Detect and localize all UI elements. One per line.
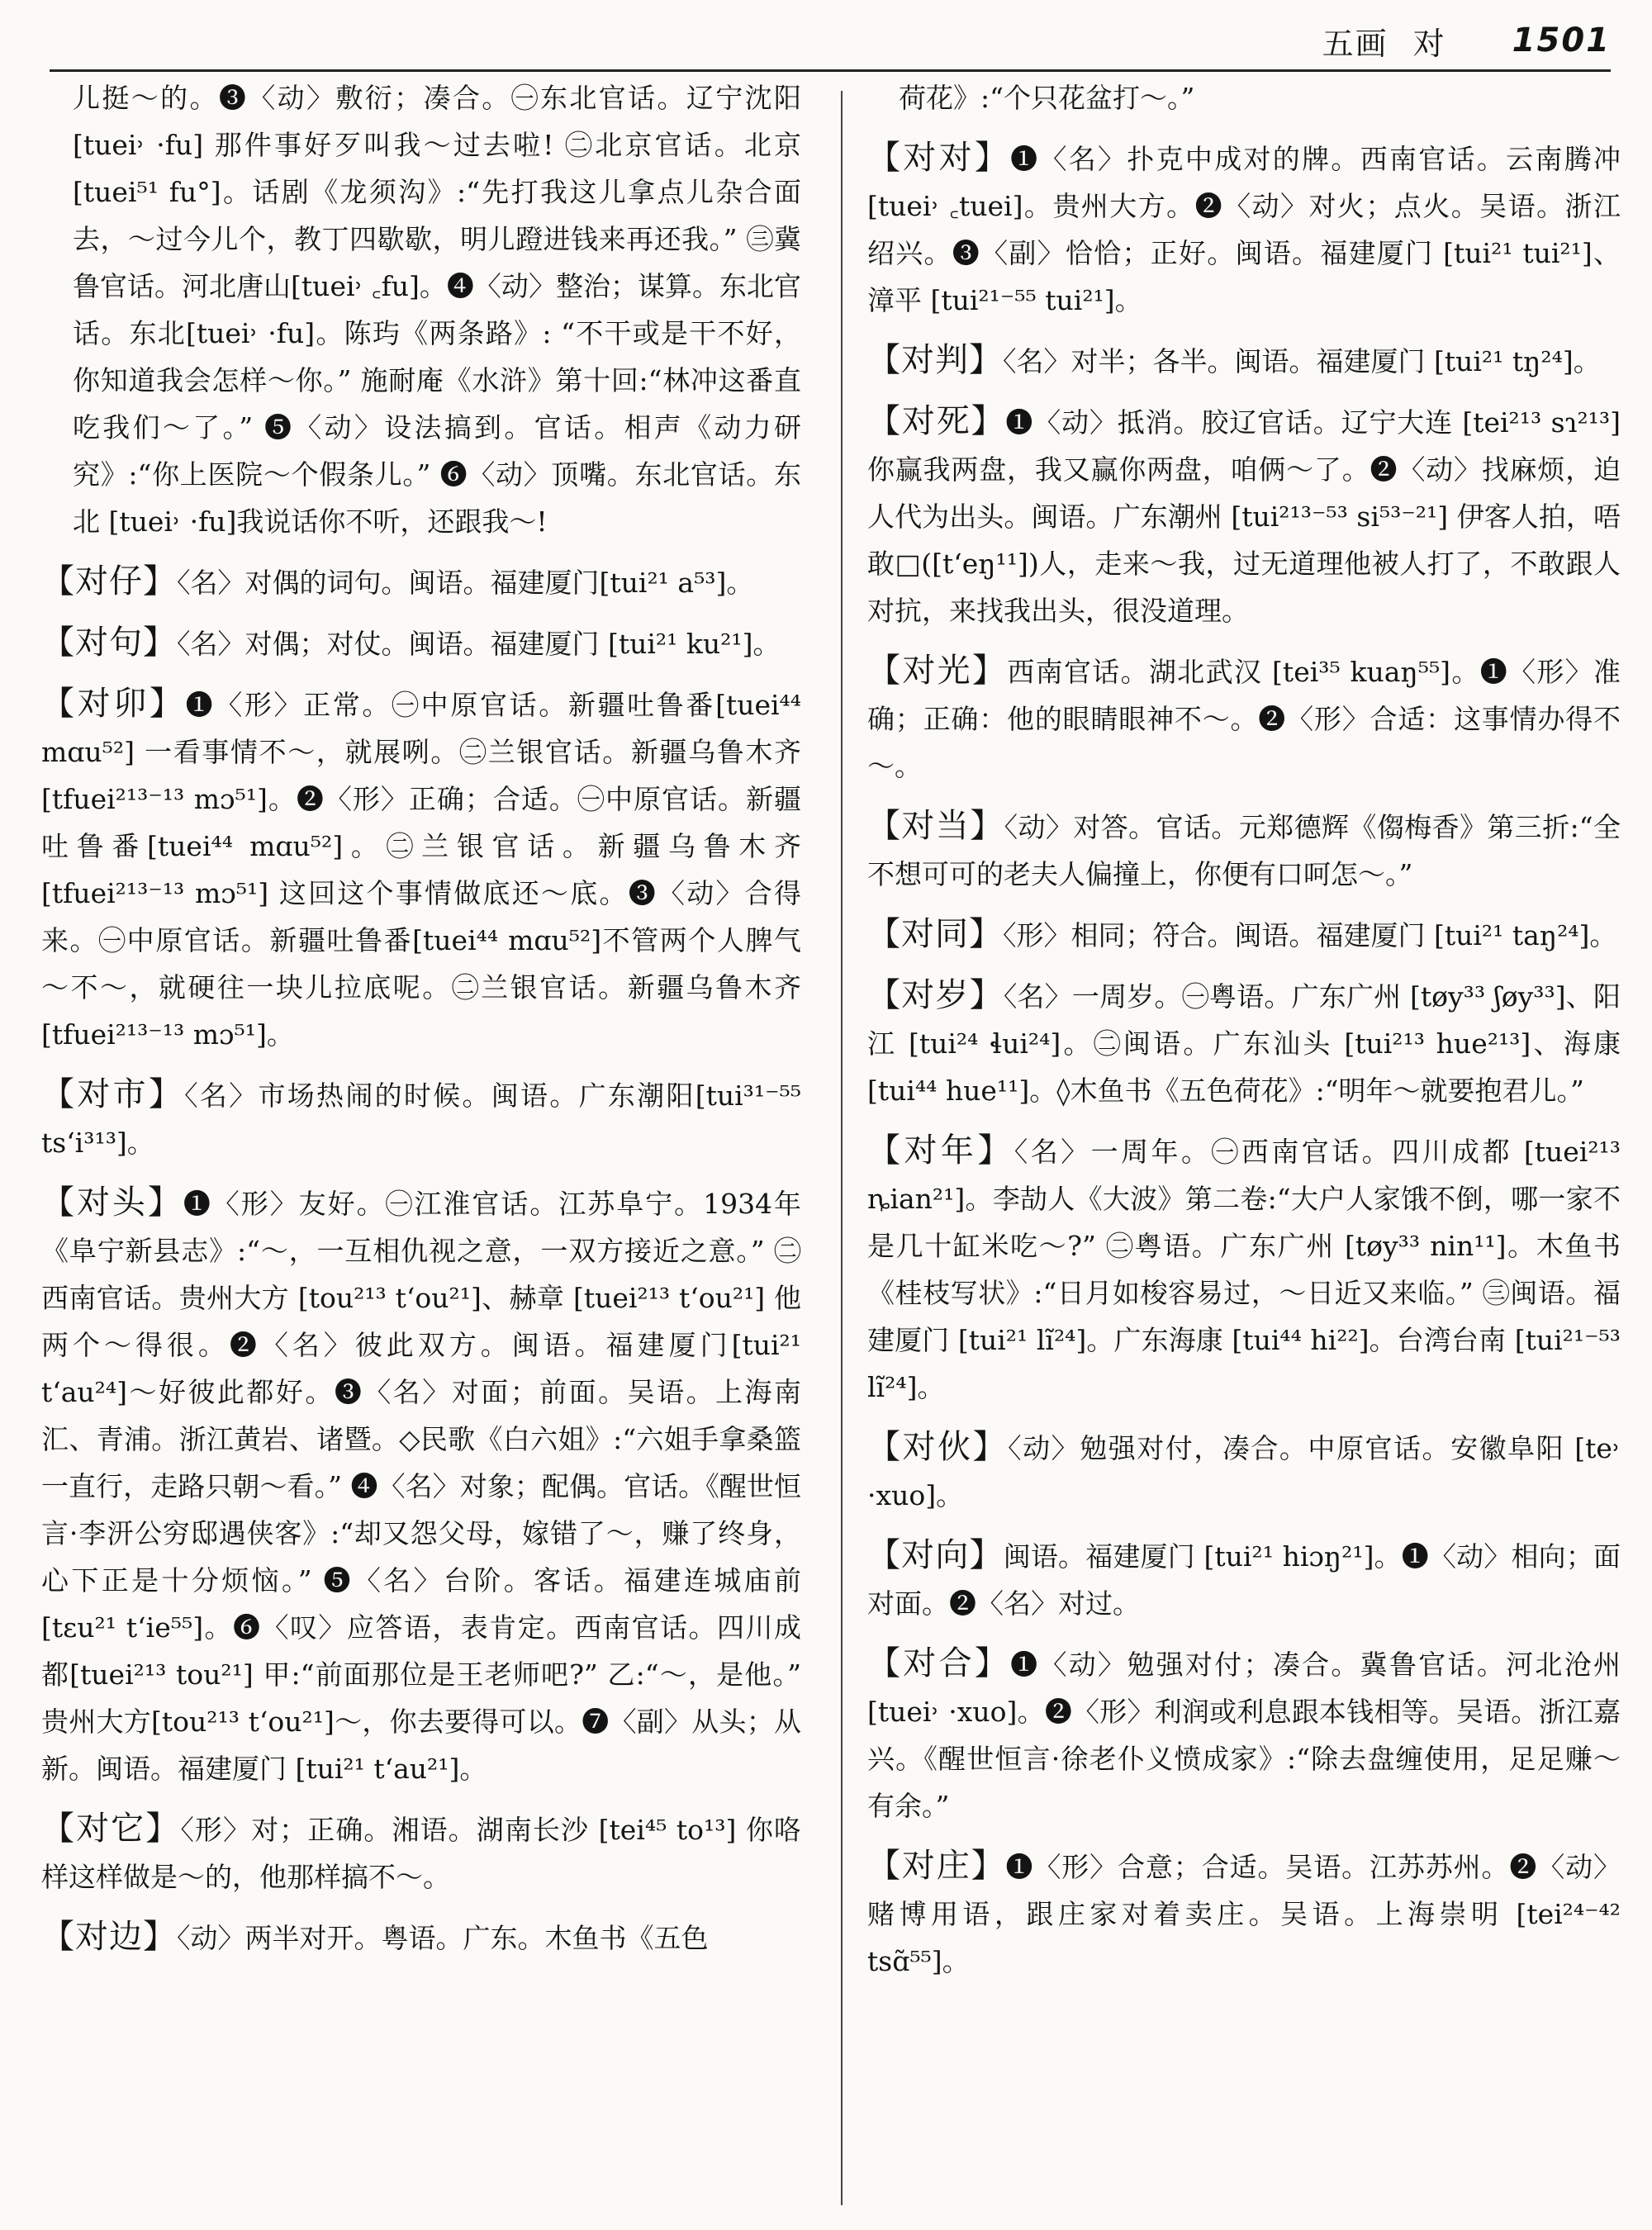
headword: 【对当】	[867, 807, 1004, 845]
entry-dui-sui	[867, 972, 1621, 1114]
headword: 【对向】	[867, 1536, 1004, 1574]
entry-text: 儿挺～的。❸〈动〉敷衍；凑合。㊀东北官话。辽宁沈阳[tuei˒ ·fu] 那件事好歹叫我～过去啦! ㊁北京官话。北京 [tuei⁵¹ fu°]。话剧《龙须沟》:“先打我这儿拿点儿杂合面去，～过今儿个，教丁四歇歇，明儿蹬进钱来再还我。” ㊂冀鲁官话。河北唐山[tuei˒ ꜀fu]。❹〈动〉整治；谋算。东北官话。东北[tuei˒ ·fu]。陈玙《两条路》: “不干或是干不好，你知道我会怎样～你。” 施耐庵《水浒》第十回:“林冲这番直吃我们～了。” ❺〈动〉设法搞到。官话。相声《动力研究》:“你上医院～个假条儿。” ❻〈动〉顶嘴。东北官话。东北 [tuei˒ ·fu]我说话你不听，还跟我～!	[73, 82, 801, 538]
entry-dui-bian	[41, 1914, 801, 1962]
entry-text: 〈名〉一周年。㊀西南官话。四川成都 [tuei²¹³ ȵian²¹]。李劼人《大波》第二卷:“大户人家饿不倒，哪一家不是几十缸米吃～?” ㊁粤语。广东广州 [tøy³³ nin¹¹]。木鱼书《桂枝写状》:“日月如梭容易过，～日近又来临。” ㊂闽语。福建厦门 [tui²¹ lĩ²⁴]。广东海康 [tui⁴⁴ hi²²]。台湾台南 [tui²¹⁻⁵³ lĩ²⁴]。	[867, 1136, 1621, 1403]
entry-dui-he	[867, 1640, 1621, 1829]
headword: 【对仔】	[41, 562, 177, 600]
entry-text: ❶〈动〉勉强对付；凑合。冀鲁官话。河北沧州[tuei˒ ·xuo]。❷〈形〉利润或利息跟本钱相等。吴语。浙江嘉兴。《醒世恒言·徐老仆义愤成家》:“除去盘缠使用，足足赚～有余。”	[867, 1649, 1621, 1822]
header-character: 对	[1412, 25, 1446, 62]
entry-text: 荷花》:“个只花盆打～。”	[899, 82, 1195, 114]
entry-text: 〈动〉勉强对付，凑合。中原官话。安徽阜阳 [te˒ ·xuo]。	[867, 1432, 1621, 1511]
entry-dui-mao	[41, 681, 801, 1058]
entry-text: ❶〈形〉友好。㊀江淮官话。江苏阜宁。1934年《阜宁新县志》:“～，一互相仇视之意，一双方接近之意。” ㊁西南官话。贵州大方 [tou²¹³ t‘ou²¹]、赫章 [tuei²¹³ t‘ou²¹] 他两个～得很。❷〈名〉彼此双方。闽语。福建厦门[tui²¹ t‘au²⁴]～好彼此都好。❸〈名〉对面；前面。吴语。上海南汇、青浦。浙江黄岩、诸暨。◇民歌《白六姐》:“六姐手拿桑篮一直行，走路只朝～看。” ❹〈名〉对象；配偶。官话。《醒世恒言·李汧公穷邸遇侠客》:“却又怨父母，嫁错了～，赚了终身，心下正是十分烦恼。” ❺〈名〉台阶。客话。福建连城庙前[tɛu²¹ t‘ie⁵⁵]。❻〈叹〉应答语，表肯定。西南官话。四川成都[tuei²¹³ tou²¹] 甲:“前面那位是王老师吧?” 乙:“～，是他。” 贵州大方[tou²¹³ t‘ou²¹]～，你去要得可以。❼〈副〉从头；从新。闽语。福建厦门 [tui²¹ t‘au²¹]。	[41, 1188, 802, 1785]
entry-text: 〈名〉对偶的词句。闽语。福建厦门[tui²¹ a⁵³]。	[177, 567, 754, 599]
headword: 【对头】	[41, 1184, 183, 1222]
entry-continuation	[41, 74, 801, 545]
headword: 【对伙】	[867, 1428, 1009, 1466]
entry-dui-tong	[867, 911, 1621, 959]
entry-text: 〈形〉对；正确。湘语。湖南长沙 [tei⁴⁵ to¹³] 你咯样这样做是～的，他那样搞不～。	[41, 1814, 802, 1893]
headword: 【对对】	[867, 139, 1011, 177]
entry-dui-nian	[867, 1127, 1621, 1411]
entry-dui-zhuang	[867, 1843, 1621, 1985]
headword: 【对死】	[867, 402, 1006, 440]
headword: 【对它】	[41, 1810, 181, 1848]
left-column	[41, 74, 801, 1975]
entry-text: 闽语。福建厦门 [tui²¹ hiɔŋ²¹]。❶〈动〉相向；面对面。❷〈名〉对过。	[867, 1540, 1621, 1620]
entry-text: 〈名〉对半；各半。闽语。福建厦门 [tui²¹ tŋ²⁴]。	[1003, 345, 1601, 377]
header-rule	[50, 69, 1611, 72]
headword: 【对庄】	[867, 1847, 1006, 1885]
entry-dui-ju	[41, 619, 801, 667]
headword: 【对边】	[41, 1918, 177, 1956]
entry-dui-zai	[41, 558, 801, 606]
headword: 【对合】	[867, 1644, 1011, 1682]
entry-text: 西南官话。湖北武汉 [tei³⁵ kuaŋ⁵⁵]。❶〈形〉准确；正确：他的眼睛眼神不～。❷〈形〉合适：这事情办得不～。	[867, 656, 1621, 782]
entry-dui-pan	[867, 337, 1621, 385]
entry-dui-huo	[867, 1424, 1621, 1519]
entry-dui-xiang	[867, 1532, 1621, 1627]
entry-dui-ta	[41, 1805, 801, 1900]
section-label: 五画	[1322, 25, 1389, 62]
entry-text: ❶〈名〉扑克中成对的牌。西南官话。云南腾冲 [tuei˒ ꜀tuei]。贵州大方。❷〈动〉对火；点火。吴语。浙江绍兴。❸〈副〉恰恰；正好。闽语。福建厦门 [tui²¹ tui²¹]、漳平 [tui²¹⁻⁵⁵ tui²¹]。	[867, 143, 1621, 316]
entry-dui-guang	[867, 648, 1621, 790]
headword: 【对同】	[867, 915, 1003, 953]
page-number: 1501	[1512, 21, 1611, 59]
headword: 【对年】	[867, 1132, 1014, 1170]
entry-text: 〈名〉对偶；对仗。闽语。福建厦门 [tui²¹ ku²¹]。	[177, 628, 781, 660]
entry-dui-si	[867, 398, 1621, 634]
entry-text: ❶〈动〉抵消。胶辽官话。辽宁大连 [tei²¹³ sɿ²¹³] 你赢我两盘，我又赢你两盘，咱俩～了。❷〈动〉找麻烦，迫人代为出头。闽语。广东潮州 [tui²¹³⁻⁵³ si⁵³⁻²¹] 伊客人拍，唔敢□([t‘eŋ¹¹])人，走来～我，过无道理他被人打了，不敢跟人对抗，来找我出头，很没道理。	[867, 406, 1621, 627]
entry-text: 〈形〉相同；符合。闽语。福建厦门 [tui²¹ taŋ²⁴]。	[1003, 919, 1617, 951]
headword: 【对判】	[867, 341, 1003, 379]
headword: 【对光】	[867, 652, 1008, 690]
headword: 【对卯】	[41, 685, 186, 723]
entry-continuation	[867, 74, 1621, 121]
column-divider	[841, 91, 843, 2205]
headword: 【对市】	[41, 1075, 185, 1113]
entry-text: ❶〈形〉正常。㊀中原官话。新疆吐鲁番[tuei⁴⁴ mɑu⁵²] 一看事情不～，就展咧。㊁兰银官话。新疆乌鲁木齐 [tfuei²¹³⁻¹³ mɔ⁵¹]。❷〈形〉正确；合适。㊀中原官话。新疆吐鲁番[tuei⁴⁴ mɑu⁵²]。㊁兰银官话。新疆乌鲁木齐 [tfuei²¹³⁻¹³ mɔ⁵¹] 这回这个事情做底还～底。❸〈动〉合得来。㊀中原官话。新疆吐鲁番[tuei⁴⁴ mɑu⁵²]不管两个人脾气～不～，就硬往一块儿拉底呢。㊁兰银官话。新疆乌鲁木齐 [tfuei²¹³⁻¹³ mɔ⁵¹]。	[41, 689, 801, 1051]
headword: 【对句】	[41, 624, 177, 662]
entry-dui-dui	[867, 135, 1621, 324]
right-column	[867, 74, 1621, 1998]
entry-dui-tou	[41, 1179, 801, 1792]
entry-text: 〈动〉对答。官话。元郑德辉《㑳梅香》第三折:“全不想可可的老夫人偏撞上，你便有口呵怎～。”	[867, 811, 1621, 890]
entry-text: 〈名〉市场热闹的时候。闽语。广东潮阳[tui³¹⁻⁵⁵ ts‘i³¹³]。	[41, 1079, 802, 1159]
entry-text: 〈动〉两半对开。粤语。广东。木鱼书《五色	[177, 1922, 709, 1954]
entry-text: 〈名〉一周岁。㊀粤语。广东广州 [tøy³³ ʃøy³³]、阳江 [tui²⁴ ɬui²⁴]。㊁闽语。广东汕头 [tui²¹³ hue²¹³]、海康 [tui⁴⁴ hue¹¹]。◊木鱼书《五色荷花》:“明年～就要抱君儿。”	[867, 980, 1621, 1107]
entry-dui-shi	[41, 1071, 801, 1166]
page-header	[50, 15, 1611, 66]
entry-dui-dang	[867, 803, 1621, 898]
entry-text: ❶〈形〉合意；合适。吴语。江苏苏州。❷〈动〉赌博用语，跟庄家对着卖庄。吴语。上海崇明 [tei²⁴⁻⁴² tsɑ̃⁵⁵]。	[867, 1851, 1621, 1977]
headword: 【对岁】	[867, 976, 1004, 1014]
